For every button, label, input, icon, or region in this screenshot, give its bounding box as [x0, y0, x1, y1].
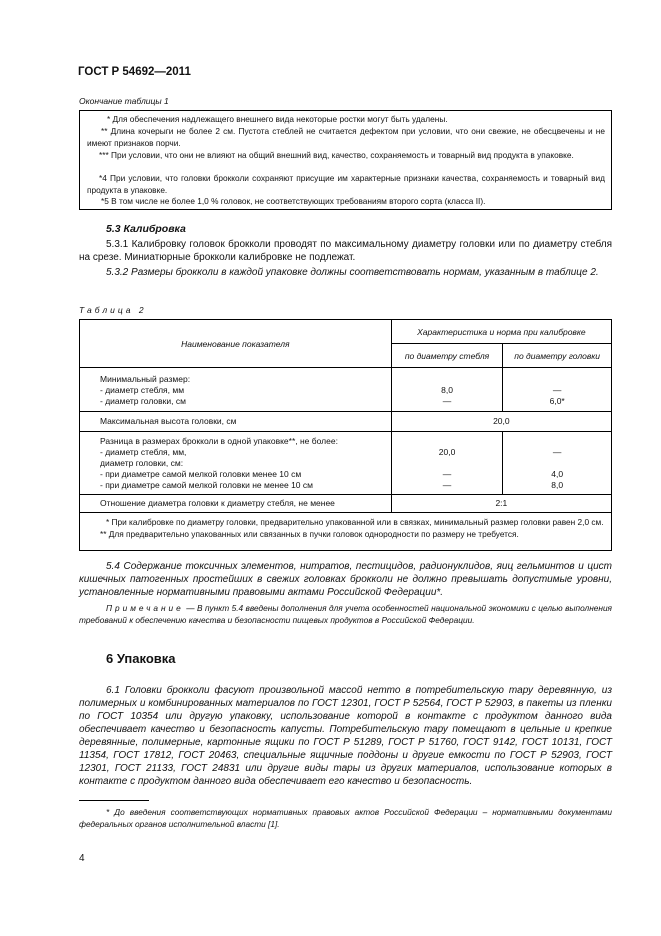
row3-head-2: —: [552, 447, 562, 457]
table1-footnotes-box: [79, 110, 612, 210]
row3-head-4: 4,0: [551, 469, 564, 479]
table1-footnote-5: *5 В том числе не более 1,0 % головок, не соответствующих требованиям второго сорта (класса II).: [101, 196, 486, 206]
row3-stem-2: 20,0: [438, 447, 456, 457]
row4-value: 2:1: [391, 495, 611, 513]
row1-label-3: - диаметр головки, см: [100, 396, 186, 406]
table2-header-group: Характеристика и норма при калибровке: [391, 320, 611, 344]
table2-header-stem: по диаметру стебля: [391, 344, 503, 368]
row3-label-4: - при диаметре самой мелкой головки менее 10 см: [100, 469, 302, 479]
row3-stem-4: —: [442, 469, 452, 479]
table2-header-head: по диаметру головки: [503, 344, 612, 368]
row1-label-2: - диаметр стебля, мм: [100, 385, 185, 395]
section-5-3-2-text: 5.3.2 Размеры брокколи в каждой упаковке должны соответствовать нормам, указанным в таблице 2.: [106, 267, 599, 278]
table-row: [80, 432, 612, 495]
table2-header-name: Наименование показателя: [80, 320, 392, 368]
table2-footnote-1: * При калибровке по диаметру головки, предварительно упакованной или в связках, минимальный размер головки равен 2,0 см.: [106, 517, 604, 527]
document-header: ГОСТ Р 54692—2011: [78, 66, 191, 78]
row3-label-2: - диаметр стебля, мм,: [100, 447, 187, 457]
row1-stem-3: —: [442, 396, 452, 406]
table-row: [80, 412, 612, 432]
row1-head-3: 6,0*: [549, 396, 565, 406]
row2-value: 20,0: [391, 412, 611, 432]
table2-footnote-2: ** Для предварительно упакованных или связанных в пучки головок однородности по размеру не требуется.: [100, 528, 519, 539]
row3-label-3: диаметр головки, см:: [100, 458, 184, 468]
note-text: — В пункт 5.4 введены дополнения для учета особенностей национальной экономики с целью выполнения требований к обеспечению качества и безопасности пищевых продуктов в Российской Федерации.: [79, 603, 612, 625]
section-5-4-text: 5.4 Содержание токсичных элементов, нитратов, пестицидов, радионуклидов, яиц гельминтов и цист кишечных патогенных простейших в свежих головках брокколи не должно превышать допустимые уровни, установленные нормативными правовыми актами Российской Федерации*.: [79, 561, 612, 598]
row2-label: Максимальная высота головки, см: [80, 412, 392, 432]
row3-stem-5: —: [442, 480, 452, 490]
table1-footnote-1: * Для обеспечения надлежащего внешнего вида некоторые ростки могут быть удалены.: [107, 114, 448, 124]
section-5-4-note: [79, 603, 612, 626]
row1-stem-2: 8,0: [441, 385, 453, 395]
row3-head-5: 8,0: [551, 480, 564, 490]
row3-label-1: Разница в размерах брокколи в одной упаковке**, не более:: [100, 436, 338, 446]
table-2: [79, 319, 612, 551]
section-6-1-text: 6.1 Головки брокколи фасуют произвольной массой нетто в потребительскую тару деревянную, из полимерных и комбинированных материалов по ГОСТ 12301, ГОСТ Р 52564, ГОСТ Р 52903, в пакеты из пленки по ГОСТ 10354 или другую упаковку, использование которой в контакте с продуктом данного вида обеспечивает качество и безопасность капусты. Потребительскую тару помещают в цельные и крепкие деревянные, полимерные, картонные ящики по ГОСТ Р 51289, ГОСТ Р 51760, ГОСТ 9142, ГОСТ 10131, ГОСТ 11354, ГОСТ 17812, ГОСТ 20463, специальные ящичные поддоны и другие емкости по ГОСТ Р 52903, ГОСТ 12301, ГОСТ 21133, ГОСТ 24831 или другие виды тары из других материалов, использование которых в контакте с продуктом данного вида обеспечивает его качество и безопасность.: [79, 685, 612, 787]
table1-footnote-3: *** При условии, что они не влияют на общий внешний вид, качество, сохраняемость и товарный вид продукта в упаковке.: [99, 150, 574, 160]
section-5-3-title: 5.3 Калибровка: [106, 223, 186, 235]
page-footnote: * До введения соответствующих нормативных правовых актов Российской Федерации – нормативными документами федеральных органов исполнительной власти [1].: [79, 807, 612, 829]
row3-label-5: - при диаметре самой мелкой головки не менее 10 см: [100, 480, 313, 490]
note-label: Примечание: [106, 603, 184, 613]
table1-footnote-2: ** Длина кочерыги не более 2 см. Пустота стеблей не считается дефектом при условии, что они свежие, не обесцвечены и не имеют признаков порчи.: [87, 126, 605, 148]
table-row: [80, 368, 612, 412]
row1-head-2: —: [552, 385, 562, 395]
table1-footnote-4: *4 При условии, что головки брокколи сохраняют присущие им характерные признаки качества, сохраняемость и товарный вид продукта в упаковке.: [87, 173, 605, 195]
table1-end-caption: Окончание таблицы 1: [79, 96, 169, 106]
section-6-title: 6 Упаковка: [106, 651, 176, 666]
table-row: [80, 495, 612, 513]
footnote-divider: [79, 800, 149, 801]
table2-caption: Таблица 2: [79, 305, 147, 315]
page-number: 4: [79, 853, 85, 864]
row1-label-1: Минимальный размер:: [100, 374, 191, 384]
section-5-3-1-text: 5.3.1 Калибровку головок брокколи проводят по максимальному диаметру головки или по диаметру стебля на срезе. Миниатюрные брокколи калибровке не подлежат.: [79, 239, 612, 263]
row4-label: Отношение диаметра головки к диаметру стебля, не менее: [80, 495, 392, 513]
